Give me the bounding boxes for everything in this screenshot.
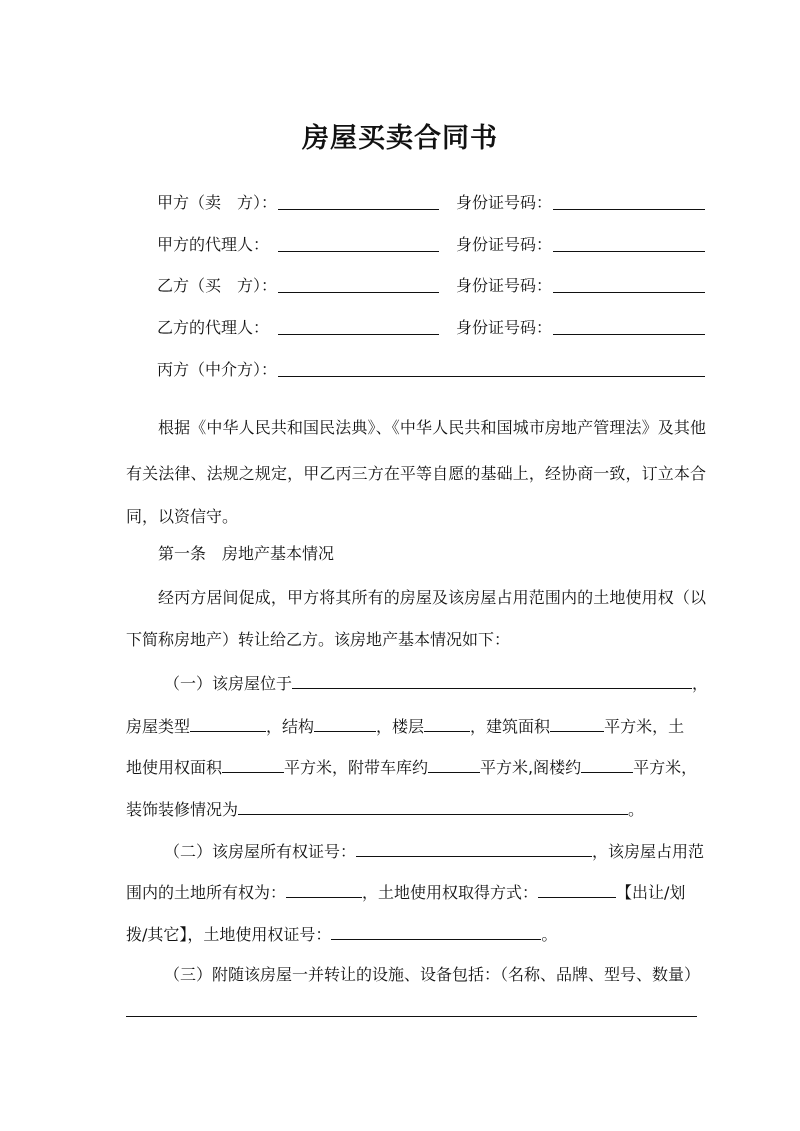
garage-area-unit: 平方米,阁楼约 [480,758,582,777]
intro-line-2: 有关法律、法规之规定，甲乙丙三方在平等自愿的基础上，经协商一致，订立本合 [126,464,706,483]
item-1-decor-line [126,796,706,820]
land-cert-field[interactable] [331,921,541,940]
land-ownership-field[interactable] [286,879,362,898]
seller-label: 甲方（卖 方）： [157,193,278,212]
article-1-para-line-2: 下简称房地产）转让给乙方。该房地产基本情况如下： [126,630,511,649]
land-area-label: 地使用权面积 [126,758,223,777]
buyer-agent-id-field[interactable] [553,334,705,335]
buyer-agent-label: 乙方的代理人： [157,318,270,337]
item-1-land-line [126,754,706,778]
item-3-lead: （三）附随该房屋一并转让的设施、设备包括：（名称、品牌、型号、数量） [164,965,701,984]
document-title: 房屋买卖合同书 [302,123,498,154]
land-area-field[interactable] [222,754,284,773]
seller-agent-label: 甲方的代理人： [157,235,270,254]
decoration-field[interactable] [238,796,628,815]
intro-line-1: 根据《中华人民共和国民法典》、《中华人民共和国城市房地产管理法》及其他 [158,418,706,437]
land-area-unit: 平方米，附带车库约 [284,758,429,777]
item-2-cert-line [164,838,744,862]
floor-field[interactable] [424,713,470,732]
item-2-land-line [126,879,706,903]
house-location-field[interactable] [292,670,692,689]
house-type-field[interactable] [190,713,266,732]
item-2-end: 。 [541,925,558,944]
article-1-heading: 第一条 房地产基本情况 [158,544,335,563]
item-1-location-line [164,670,744,694]
seller-agent-name-field[interactable] [278,251,439,252]
intro-line-3: 同，以资信守。 [126,507,239,526]
decoration-label: 装饰装修情况为 [126,800,239,819]
land-method-label: ，土地使用权取得方式： [362,883,539,902]
buyer-name-field[interactable] [278,292,439,293]
party-buyer-row [157,273,705,299]
party-seller-row [157,190,705,216]
seller-id-label: 身份证号码： [456,193,553,212]
seller-name-field[interactable] [278,209,439,210]
buyer-label: 乙方（买 方）： [157,276,278,295]
attic-area-field[interactable] [581,754,633,773]
item-1-end: ， [692,674,709,693]
structure-field[interactable] [314,713,376,732]
garage-area-field[interactable] [428,754,480,773]
ownership-cert-field[interactable] [356,838,592,857]
seller-agent-id-label: 身份证号码： [456,235,553,254]
intermediary-label: 丙方（中介方）： [157,360,278,379]
article-1-para-line-1: 经丙方居间促成，甲方将其所有的房屋及该房屋占用范围内的土地使用权（以 [158,588,706,607]
item-2-lead: （二）该房屋所有权证号： [164,842,357,861]
facilities-field[interactable] [126,1016,697,1017]
buyer-id-field[interactable] [553,292,705,293]
seller-agent-id-field[interactable] [553,251,705,252]
item-1-type-line [126,713,706,737]
party-buyer-agent-row [157,315,705,341]
building-area-unit: 平方米，土 [604,717,685,736]
party-seller-agent-row [157,232,705,258]
house-type-label: 房屋类型 [126,717,191,736]
floor-label: ，楼层 [376,717,425,736]
land-ownership-label: 围内的土地所有权为： [126,883,287,902]
item-1-lead: （一）该房屋位于 [164,674,293,693]
buyer-id-label: 身份证号码： [456,276,553,295]
building-area-label: ，建筑面积 [470,717,551,736]
building-area-field[interactable] [550,713,604,732]
land-method-options: 【出让/划 [616,883,686,902]
item-2-cert-no-line [126,921,706,945]
decoration-end: 。 [628,800,645,819]
party-intermediary-row [157,357,705,383]
intermediary-name-field[interactable] [278,376,705,377]
land-method-field[interactable] [538,879,616,898]
attic-area-unit: 平方米， [633,758,698,777]
buyer-agent-name-field[interactable] [278,334,439,335]
land-cert-label: 拨/其它】，土地使用权证号： [126,925,332,944]
item-2-after-cert: ，该房屋占用范 [592,842,705,861]
structure-label: ，结构 [266,717,315,736]
buyer-agent-id-label: 身份证号码： [456,318,553,337]
seller-id-field[interactable] [553,209,705,210]
